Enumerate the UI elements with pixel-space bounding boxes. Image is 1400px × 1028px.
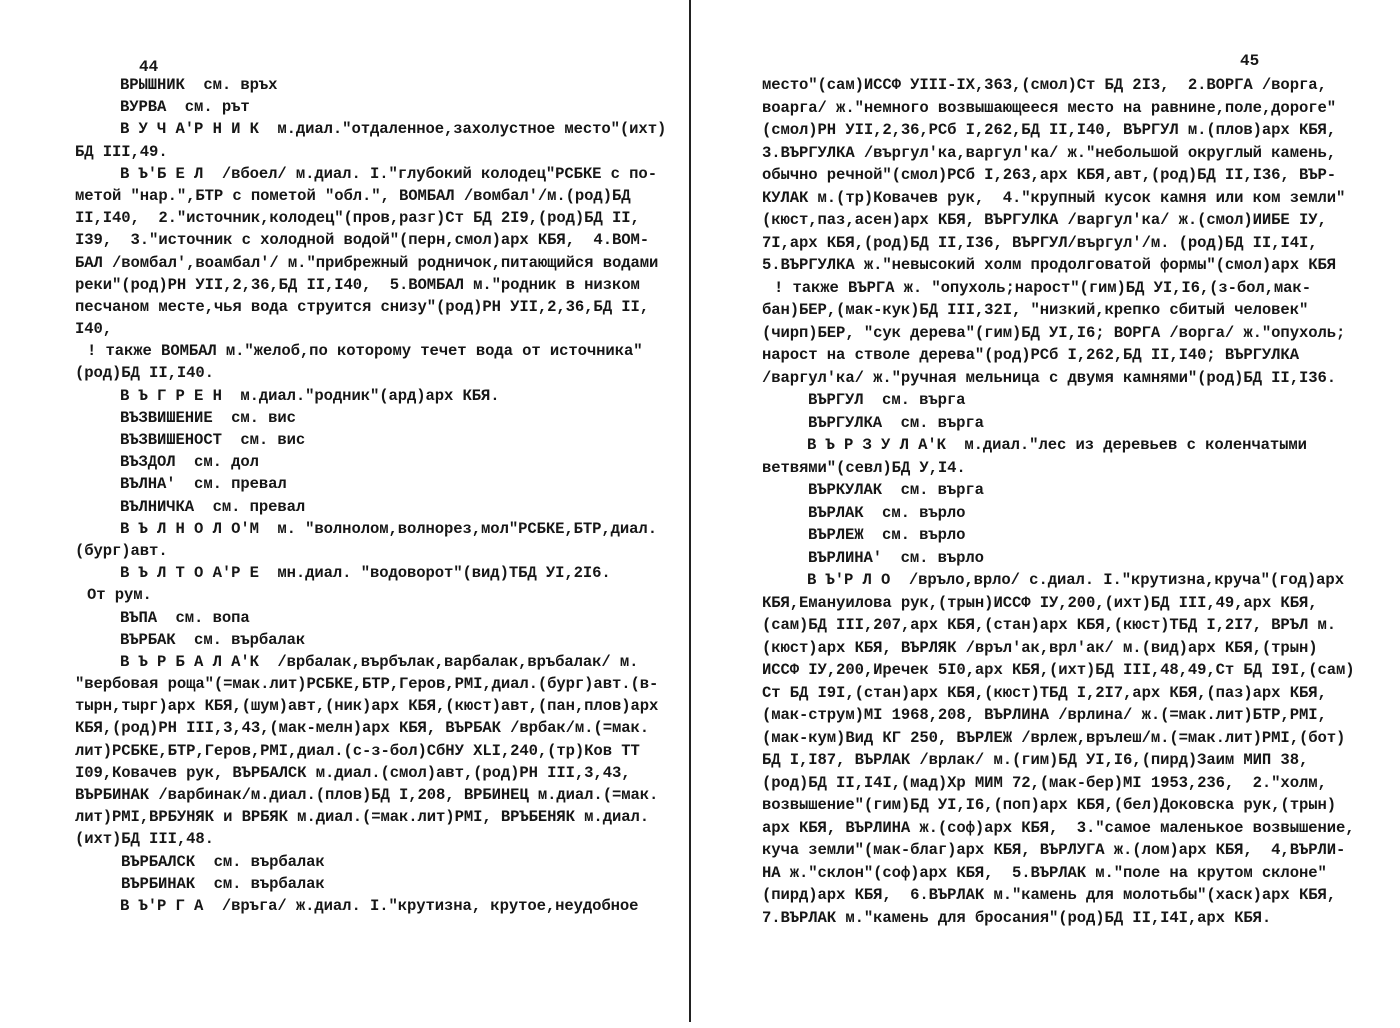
text-line: I39, 3."источник с холодной водой"(перн,смол)арх КБЯ, 4.ВОМ- [75, 231, 649, 250]
text-line: ВЪРГУЛ см. върга [808, 391, 966, 409]
text-line: ИССФ IУ,200,Иречек 5I0,арх КБЯ,(ихт)БД III,48,49,Ст БД I9I,(сам) [762, 661, 1355, 679]
text-line: (смол)РН УII,2,36,РСб I,262,БД II,I40, ВЪРГУЛ м.(плов)арх КБЯ, [762, 121, 1336, 139]
text-line: арх КБЯ, ВЪРЛИНА ж.(соф)арх КБЯ, 3."самое маленькое возвышение, [762, 818, 1355, 837]
text-line: НА ж."склон"(соф)арх КБЯ, 5.ВЪРЛАК м."поле на крутом склоне" [762, 863, 1327, 882]
text-line: (мак-кум)Вид КГ 250, ВЪРЛЕЖ /врлеж,врълеш/м.(=мак.лит)PMI,(бот) [762, 728, 1346, 747]
text-line: ВЪПА см. вопа [120, 608, 250, 627]
text-line: (ихт)БД III,48. [75, 830, 214, 849]
text-line: 3.ВЪРГУЛКА /въргул'ка,варгул'ка/ ж."небольшой округлый камень, [762, 143, 1336, 162]
text-line: КУЛАК м.(тр)Ковачев рук, 4."крупный кусок камня или ком земли" [762, 188, 1346, 207]
text-line: обычно речной"(смол)РСб I,263,арх КБЯ,авт,(род)БД II,I36, ВЪР- [762, 166, 1336, 184]
text-line: место"(сам)ИССФ УIII-IX,363,(смол)Ст БД 2I3, 2.ВОРГА /ворга, [762, 76, 1327, 94]
text-line: В Ъ Л Т О А'Р Е мн.диал. "водоворот"(вид)ТБД УI,2I6. [120, 564, 611, 583]
text-line: ВЪРКУЛАК см. върга [808, 481, 984, 499]
text-line: 5.ВЪРГУЛКА ж."невысокий холм продолговатой формы"(смол)арх КБЯ [762, 256, 1336, 274]
text-line: ВЪРБАК см. върбалак [120, 630, 306, 649]
text-line: В Ъ Г Р Е Н м.диал."родник"(ард)арх КБЯ. [120, 386, 500, 405]
text-line: ВЪРБАЛСК см. върбалак [121, 852, 325, 871]
text-line: В Ъ'Б Е Л /вбоел/ м.диал. I."глубокий колодец"РСБКЕ с по- [120, 164, 657, 183]
text-line: ВЪЗДОЛ см. дол [120, 453, 259, 472]
text-line: (кюст)арх КБЯ, ВЪРЛЯК /връл'ак,врл'ак/ м.(вид)арх КБЯ,(трын) [762, 638, 1318, 657]
page-text [762, 74, 1355, 929]
text-line: (чирп)БЕР, "сук дерева"(гим)БД УI,I6; ВОРГА /ворга/ ж."опухоль; [762, 323, 1346, 342]
text-line: (сам)БД III,207,арх КБЯ,(стан)арх КБЯ,(кюст)ТБД I,2I7, ВРЪЛ м. [762, 616, 1336, 634]
text-line: I09,Ковачев рук, ВЪРБАЛСК м.диал.(смол)авт,(род)РН III,3,43, [75, 763, 631, 782]
text-line: (бург)авт. [75, 541, 168, 560]
text-line: ! также ВЪРГА ж. "опухоль;нарост"(гим)БД УI,I6,(з-бол,мак- [774, 278, 1311, 297]
text-line: 7I,арх КБЯ,(род)БД II,I36, ВЪРГУЛ/въргул'/м. (род)БД II,I4I, [762, 233, 1318, 252]
text-line: (кюст,паз,асен)арх КБЯ, ВЪРГУЛКА /варгул'ка/ ж.(смол)ИИБЕ IУ, [762, 211, 1327, 229]
text-line: II,I40, 2."источник,колодец"(пров,разг)Ст БД 2I9,(род)БД II, [75, 209, 640, 228]
text-line: ВЪРЛИНА' см. върло [808, 548, 984, 567]
text-line: 7.ВЪРЛАК м."камень для бросания"(род)БД II,I4I,арх КБЯ. [762, 908, 1272, 927]
text-line: От рум. [87, 586, 152, 605]
text-line: бан)БЕР,(мак-кук)БД III,32I, "низкий,крепко сбитый человек" [762, 301, 1309, 319]
text-line: ВЪРБИНАК см. върбалак [121, 874, 325, 893]
page-number: 44 [139, 58, 159, 76]
text-line: В Ъ Р З У Л А'К м.диал."лес из деревьев с коленчатыми [807, 436, 1307, 454]
text-line: (мак-струм)МI 1968,208, ВЪРЛИНА /врлина/ ж.(=мак.лит)БТР,PMI, [762, 706, 1327, 724]
text-line: возвышение"(гим)БД УI,I6,(поп)арх КБЯ,(бел)Доковска рук,(трын) [762, 796, 1336, 814]
text-line: ! также ВОМБАЛ м."желоб,по которому течет вода от источника" [87, 342, 643, 361]
text-line: (род)БД II,I4I,(мад)Хр МИМ 72,(мак-бер)МI 1953,236, 2."холм, [762, 773, 1327, 792]
text-line: "вербовая роща"(=мак.лит)РСБКЕ,БТР,Геров,PMI,диал.(бург)авт.(в- [75, 675, 659, 694]
text-line: /варгул'ка/ ж."ручная мельница с двумя камнями"(род)БД II,I36. [762, 368, 1336, 387]
text-line: (род)БД II,I40. [75, 364, 214, 383]
text-line: БД I,I87, ВЪРЛАК /врлак/ м.(гим)БД УI,I6,(пирд)Заим МИП 38, [762, 751, 1309, 769]
text-line: (пирд)арх КБЯ, 6.ВЪРЛАК м."камень для молотьбы"(хаск)арх КБЯ, [762, 886, 1336, 904]
text-line: В Ъ Р Б А Л А'К /врбалак,върбълак,варбалак,връбалак/ м. [120, 652, 639, 671]
text-line: куча земли"(мак-благ)арх КБЯ, ВЪРЛУГА ж.(лом)арх КБЯ, 4,ВЪРЛИ- [762, 841, 1346, 859]
text-line: В Ъ'Р Г А /връга/ ж.диал. I."крутизна, крутое,неудобное [120, 896, 639, 915]
text-line: песчаном месте,чья вода струится снизу"(род)РН УII,2,36,БД II, [75, 297, 649, 316]
text-line: ВУРВА см. рът [120, 98, 250, 117]
text-line: ВЪЗВИШЕНИЕ см. вис [120, 408, 296, 427]
text-line: ВЪЛНА' см. превал [120, 475, 287, 494]
text-line: ВЪЗВИШЕНОСТ см. вис [120, 431, 306, 449]
text-line: ВЪРБИНАК /варбинак/м.диал.(плов)БД I,208, ВРБИНЕЦ м.диал.(=мак. [75, 786, 659, 804]
text-line: нарост на стволе дерева"(род)РСб I,262,БД II,I40; ВЪРГУЛКА [762, 346, 1299, 364]
text-line: лит)РСБКЕ,БТР,Геров,PMI,диал.(с-з-бол)СбНУ XLI,240,(тр)Ков ТТ [75, 741, 640, 760]
page-number: 45 [1240, 52, 1260, 70]
text-line: В Ъ'Р Л О /връло,врло/ с.диал. I."крутизна,круча"(год)арх [807, 571, 1344, 589]
text-line: В Ъ Л Н О Л О'М м. "волнолом,волнорез,мол"РСБКЕ,БТР,диал. [120, 519, 657, 538]
text-line: В У Ч А'Р Н И К м.диал."отдаленное,захолустное место"(ихт) [120, 120, 667, 139]
text-line: I40, [75, 320, 113, 339]
text-line: ВЪЛНИЧКА см. превал [120, 497, 306, 516]
text-line: КБЯ,Емануилова рук,(трын)ИССФ IУ,200,(ихт)БД III,49,арх КБЯ, [762, 593, 1318, 612]
text-line: ВРЫШНИК см. връх [120, 76, 278, 94]
text-line: ветвями"(севл)БД У,I4. [762, 458, 966, 477]
text-line: БД III,49. [75, 142, 168, 161]
text-line: КБЯ,(род)РН III,3,43,(мак-мелн)арх КБЯ, ВЪРБАК /врбак/м.(=мак. [75, 719, 649, 738]
text-line: лит)PMI,ВРБУНЯК и ВРБЯК м.диал.(=мак.лит)PMI, ВРЪБЕНЯК м.диал. [75, 808, 649, 827]
text-line: реки"(род)РН УII,2,36,БД II,I40, 5.ВОМБАЛ м."родник в низком [75, 275, 640, 294]
text-line: ВЪРЛЕЖ см. върло [808, 526, 966, 544]
text-line: воарга/ ж."немного возвышающееся место на равнине,поле,дороге" [762, 98, 1336, 117]
page-text [75, 74, 666, 917]
text-line: метой "нар.",БТР с пометой "обл.", ВОМБАЛ /вомбал'/м.(род)БД [75, 186, 631, 205]
text-line: тырн,тырг)арх КБЯ,(шум)авт,(ник)арх КБЯ,(кюст)авт,(пан,плов)арх [75, 697, 659, 716]
text-line: ВЪРГУЛКА см. върга [808, 413, 984, 432]
page-gutter-divider [689, 0, 691, 1022]
text-line: БАЛ /вомбал',воамбал'/ м."прибрежный родничок,питающийся водами [75, 253, 659, 272]
text-line: ВЪРЛАК см. върло [808, 503, 966, 522]
text-line: Ст БД I9I,(стан)арх КБЯ,(кюст)ТБД I,2I7,арх КБЯ,(паз)арх КБЯ, [762, 683, 1327, 702]
